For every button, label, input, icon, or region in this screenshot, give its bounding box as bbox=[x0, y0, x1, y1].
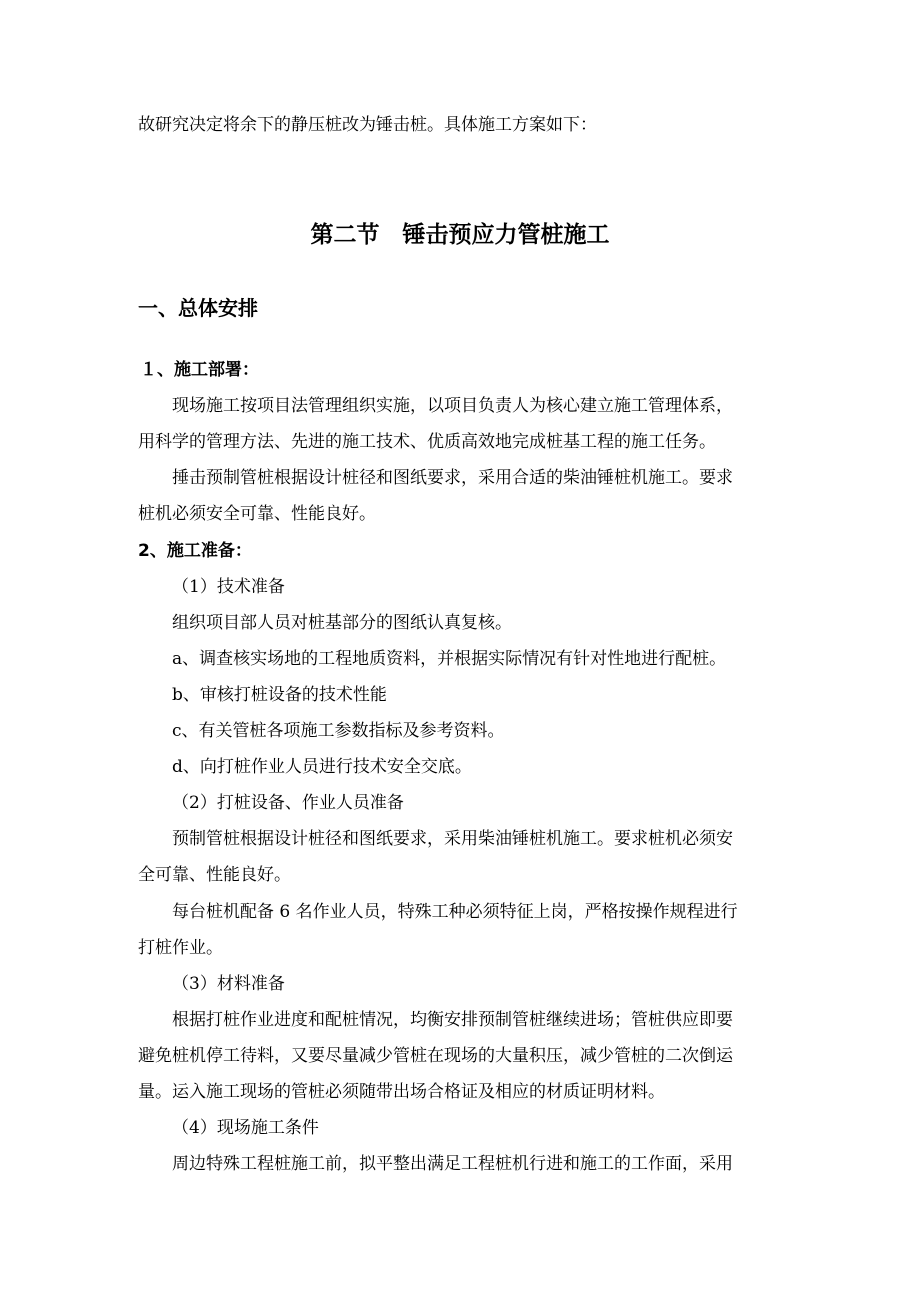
site-conditions-title: （4）现场施工条件 bbox=[172, 1118, 319, 1138]
section-title: 第二节 锤击预应力管桩施工 bbox=[310, 222, 610, 248]
deployment-body-line: 捶击预制管桩根据设计桩径和图纸要求，采用合适的柴油锤桩机施工。要求 bbox=[172, 468, 733, 488]
equipment-prep-body-line: 打桩作业。 bbox=[138, 938, 223, 958]
tech-prep-intro: 组织项目部人员对桩基部分的图纸认真复核。 bbox=[172, 613, 512, 633]
subsection-title: 一、总体安排 bbox=[138, 296, 258, 320]
material-prep-body-line: 量。运入施工现场的管桩必须随带出场合格证及相应的材质证明材料。 bbox=[138, 1082, 665, 1102]
material-prep-body-line: 避免桩机停工待料，又要尽量减少管桩在现场的大量积压，减少管桩的二次倒运 bbox=[138, 1046, 733, 1066]
equipment-prep-body-line: 每台桩机配备 6 名作业人员，特殊工种必须特征上岗，严格按操作规程进行 bbox=[172, 902, 738, 922]
deployment-body-line: 桩机必须安全可靠、性能良好。 bbox=[138, 504, 376, 524]
deployment-heading: １、施工部署： bbox=[140, 360, 259, 380]
tech-prep-item-d: d、向打桩作业人员进行技术安全交底。 bbox=[172, 757, 472, 777]
preparation-heading: 2、施工准备： bbox=[138, 541, 252, 561]
tech-prep-item-b: b、审核打桩设备的技术性能 bbox=[172, 685, 387, 705]
deployment-body-line: 用科学的管理方法、先进的施工技术、优质高效地完成桩基工程的施工任务。 bbox=[138, 432, 716, 452]
deployment-body-line: 现场施工按项目法管理组织实施，以项目负责人为核心建立施工管理体系， bbox=[172, 396, 733, 416]
tech-prep-title: （1）技术准备 bbox=[172, 577, 285, 597]
equipment-prep-title: （2）打桩设备、作业人员准备 bbox=[172, 793, 404, 813]
tech-prep-item-a: a、调查核实场地的工程地质资料，并根据实际情况有针对性地进行配桩。 bbox=[172, 649, 727, 669]
equipment-prep-body-line: 预制管桩根据设计桩径和图纸要求，采用柴油锤桩机施工。要求桩机必须安 bbox=[172, 829, 733, 849]
material-prep-body-line: 根据打桩作业进度和配桩情况，均衡安排预制管桩继续进场；管桩供应即要 bbox=[172, 1010, 733, 1030]
site-conditions-body-line: 周边特殊工程桩施工前，拟平整出满足工程桩机行进和施工的工作面，采用 bbox=[172, 1154, 733, 1174]
equipment-prep-body-line: 全可靠、性能良好。 bbox=[138, 865, 291, 885]
intro-text: 故研究决定将余下的静压桩改为锤击桩。具体施工方案如下： bbox=[138, 115, 597, 135]
tech-prep-item-c: c、有关管桩各项施工参数指标及参考资料。 bbox=[172, 721, 505, 741]
material-prep-title: （3）材料准备 bbox=[172, 974, 285, 994]
